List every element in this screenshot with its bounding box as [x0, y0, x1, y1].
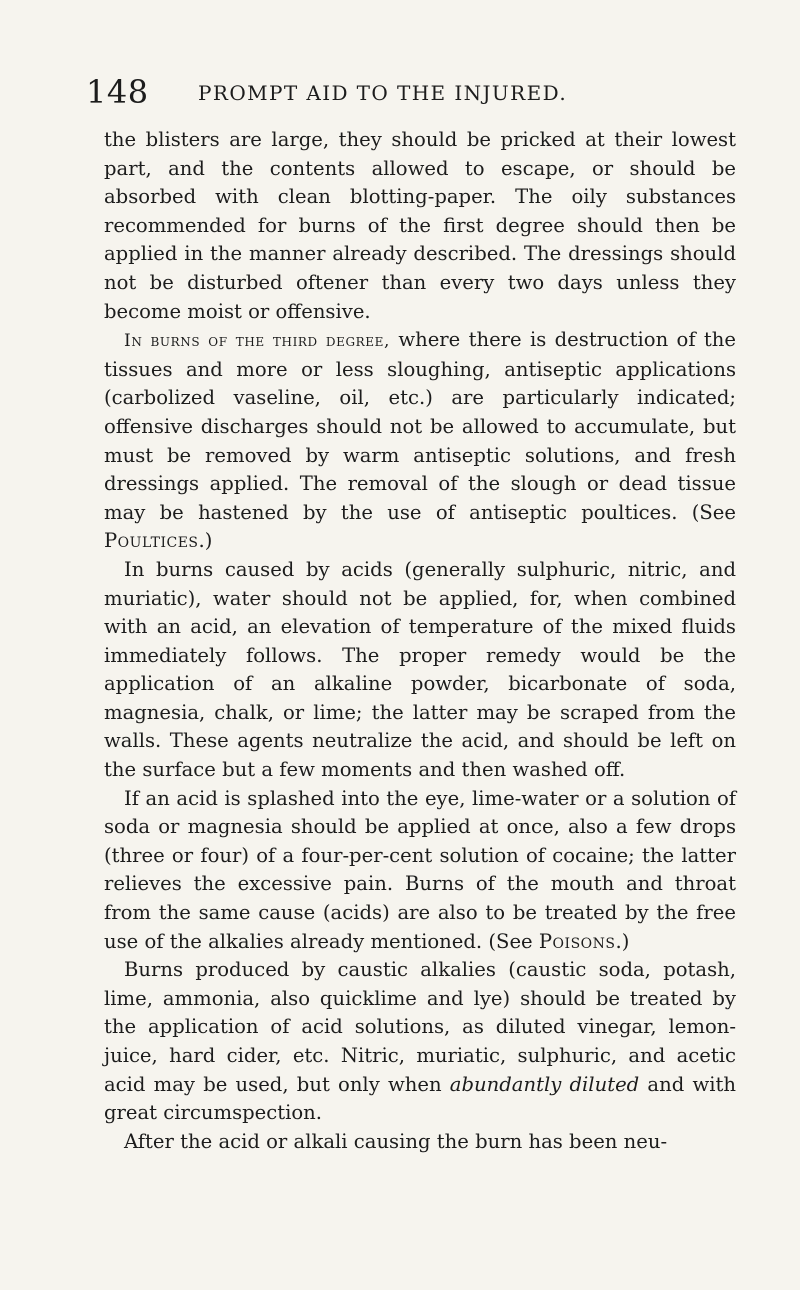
section-lead-third-degree: In burns of the third degree,: [124, 331, 390, 352]
paragraph-alkali-burns: [104, 956, 736, 1128]
eye-acid-end: .): [615, 929, 630, 953]
paragraph-eye-acid: [104, 785, 736, 957]
running-head: [86, 72, 706, 112]
body-text: [104, 126, 736, 1156]
eye-acid-text: If an acid is splashed into the eye, lime-water or a solution of soda or magnesia should be applied at once, also a few drops (three or four) of a four-per-cent solution of cocaine; the latter relieves the excessive pain. Burns of the mouth and throat from the same cause (acids) are also to be treated by the free use of the alkalies already mentioned. (See: [104, 786, 736, 953]
cross-reference-poisons: Poisons: [538, 929, 616, 953]
paragraph-blisters: the blisters are large, they should be pricked at their lowest part, and the contents allowed to escape, or should be absorbed with clean blotting-paper. The oily substances recommended for burns of the first degree should then be applied in the manner already described. The dressings should not be disturbed oftener than every two days unless they become moist or offensive.: [104, 128, 736, 323]
running-title: PROMPT AID TO THE INJURED.: [198, 81, 568, 105]
paragraph-third-degree: [104, 326, 736, 556]
alkali-end: and with great circumspection.: [104, 1072, 736, 1125]
cross-reference-poultices: Poultices: [104, 529, 199, 553]
alkali-text: Burns produced by caustic alkalies (caustic soda, potash, lime, ammonia, also quicklime and lye) should be treated by the application of acid solutions, as diluted vinegar, lemon-juice, hard cider, etc. Nitric, muriatic, sulphuric, and acetic acid may be used, but only when: [104, 958, 736, 1096]
paragraph-acid-burns: In burns caused by acids (generally sulphuric, nitric, and muriatic), water should not be applied, for, when combined with an acid, an elevation of temperature of the mixed fluids immediately follows. The proper remedy would be the application of an alkaline powder, bicarbonate of soda, magnesia, chalk, or lime; the latter may be scraped from the walls. These agents neutralize the acid, and should be left on the surface but a few moments and then washed off.: [104, 557, 736, 782]
page-number: 148: [86, 73, 149, 111]
third-degree-end: .): [198, 529, 213, 553]
third-degree-text: where there is destruction of the tissues and more or less sloughing, antiseptic applications (carbolized vaseline, oil, etc.) are particularly indicated; offensive discharges should not be allowed to accumulate, but must be removed by warm antiseptic solutions, and fresh dressings applied. The removal of the slough or dead tissue may be hastened by the use of antiseptic poultices. (See: [104, 328, 736, 524]
emphasis-abundantly-diluted: abundantly diluted: [449, 1072, 640, 1096]
paragraph-after-neutralizing: After the acid or alkali causing the burn has been neu-: [124, 1129, 668, 1153]
